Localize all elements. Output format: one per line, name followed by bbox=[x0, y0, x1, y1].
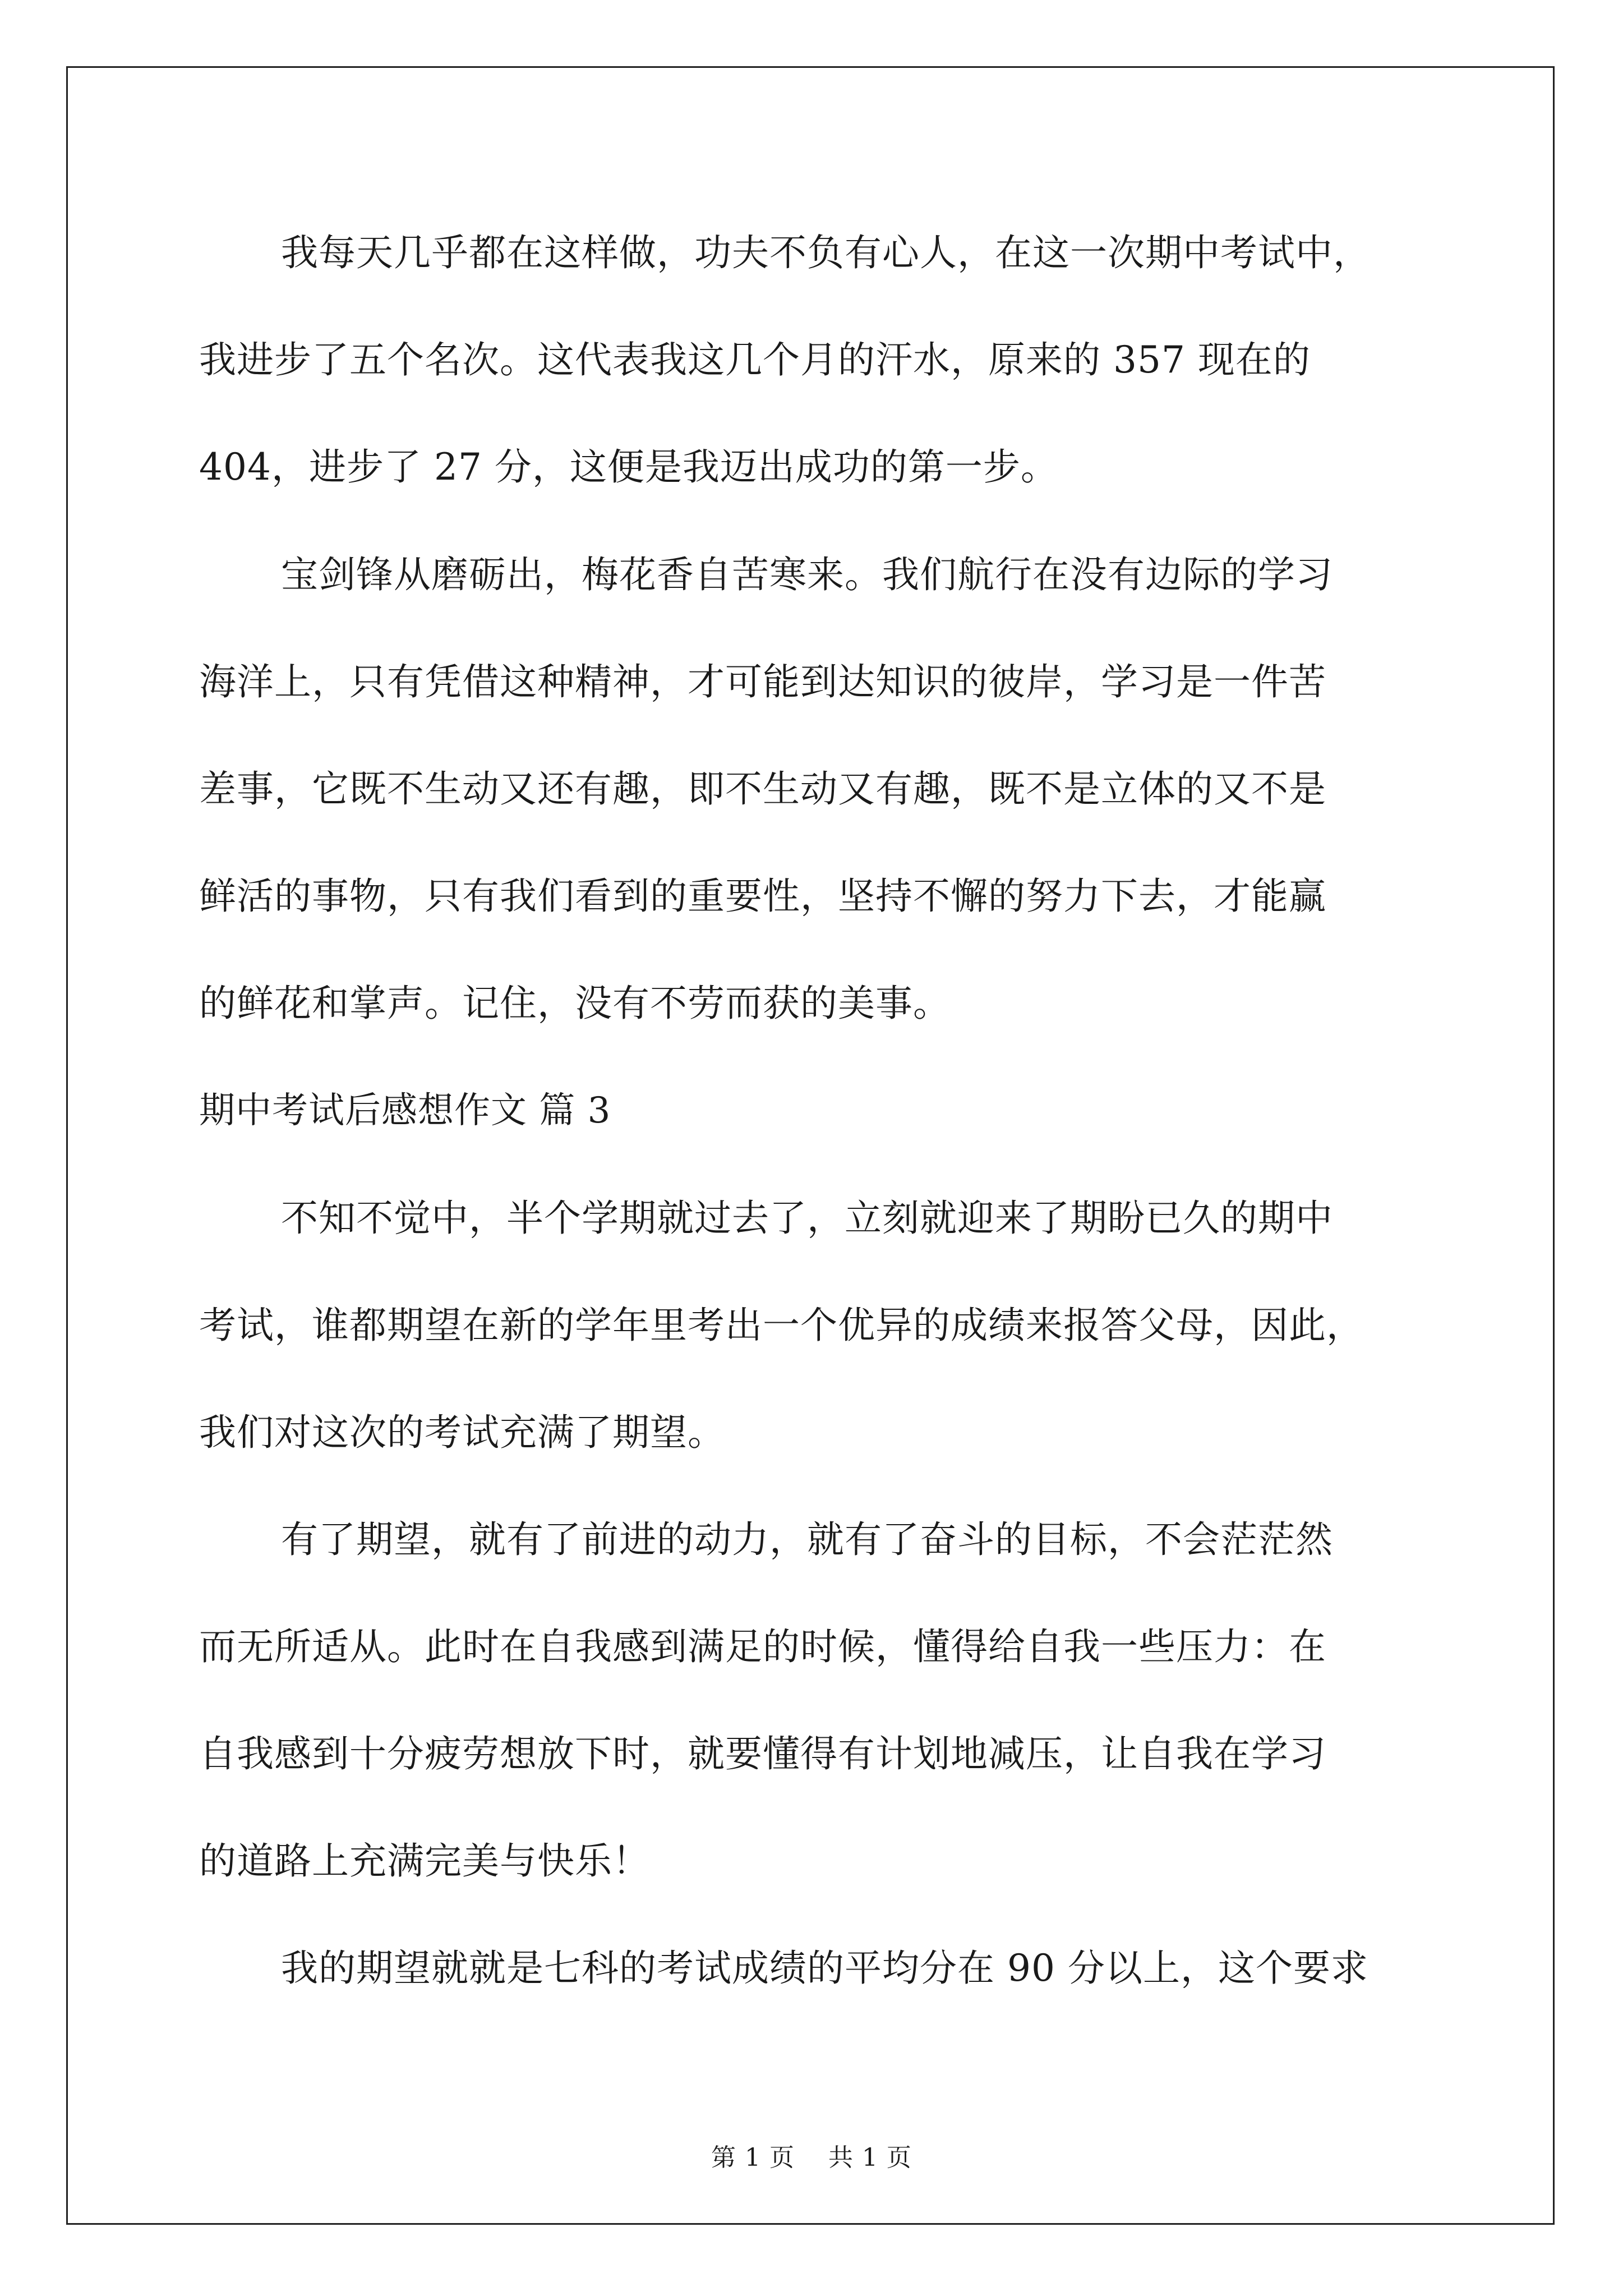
paragraph-line: 的鲜花和掌声。记住，没有不劳而获的美事。 bbox=[199, 982, 951, 1025]
paragraph-line: 差事，它既不生动又还有趣，即不生动又有趣，既不是立体的又不是 bbox=[199, 767, 1326, 811]
paragraph-line: 有了期望，就有了前进的动力，就有了奋斗的目标，不会茫茫然 bbox=[281, 1518, 1333, 1561]
paragraph-line: 宝剑锋从磨砺出，梅花香自苦寒来。我们航行在没有边际的学习 bbox=[281, 553, 1333, 596]
paragraph-line: 自我感到十分疲劳想放下时，就要懂得有计划地减压，让自我在学习 bbox=[199, 1732, 1326, 1775]
paragraph-line: 404，进步了 27 分，这便是我迈出成功的第一步。 bbox=[199, 445, 1058, 489]
paragraph-line: 的道路上充满完美与快乐！ bbox=[199, 1839, 650, 1883]
paragraph-line: 而无所适从。此时在自我感到满足的时候，懂得给自我一些压力：在 bbox=[199, 1625, 1326, 1668]
paragraph-line: 我进步了五个名次。这代表我这几个月的汗水，原来的 357 现在的 bbox=[199, 338, 1311, 381]
section-heading: 期中考试后感想作文 篇 3 bbox=[199, 1090, 611, 1131]
paragraph-line: 考试，谁都期望在新的学年里考出一个优异的成绩来报答父母，因此， bbox=[199, 1304, 1364, 1347]
paragraph-line: 我们对这次的考试充满了期望。 bbox=[199, 1411, 725, 1454]
page-border bbox=[66, 66, 1555, 2225]
paragraph-line: 海洋上，只有凭借这种精神，才可能到达知识的彼岸，学习是一件苦 bbox=[199, 660, 1326, 703]
paragraph-line: 我的期望就就是七科的考试成绩的平均分在 90 分以上，这个要求 bbox=[281, 1947, 1368, 1990]
page-number-footer: 第 1 页 共 1 页 bbox=[711, 2143, 912, 2172]
paragraph-line: 鲜活的事物，只有我们看到的重要性，坚持不懈的努力下去，才能赢 bbox=[199, 875, 1326, 918]
paragraph-line: 不知不觉中，半个学期就过去了，立刻就迎来了期盼已久的期中 bbox=[281, 1197, 1333, 1240]
paragraph-line: 我每天几乎都在这样做，功夫不负有心人，在这一次期中考试中， bbox=[281, 231, 1371, 274]
